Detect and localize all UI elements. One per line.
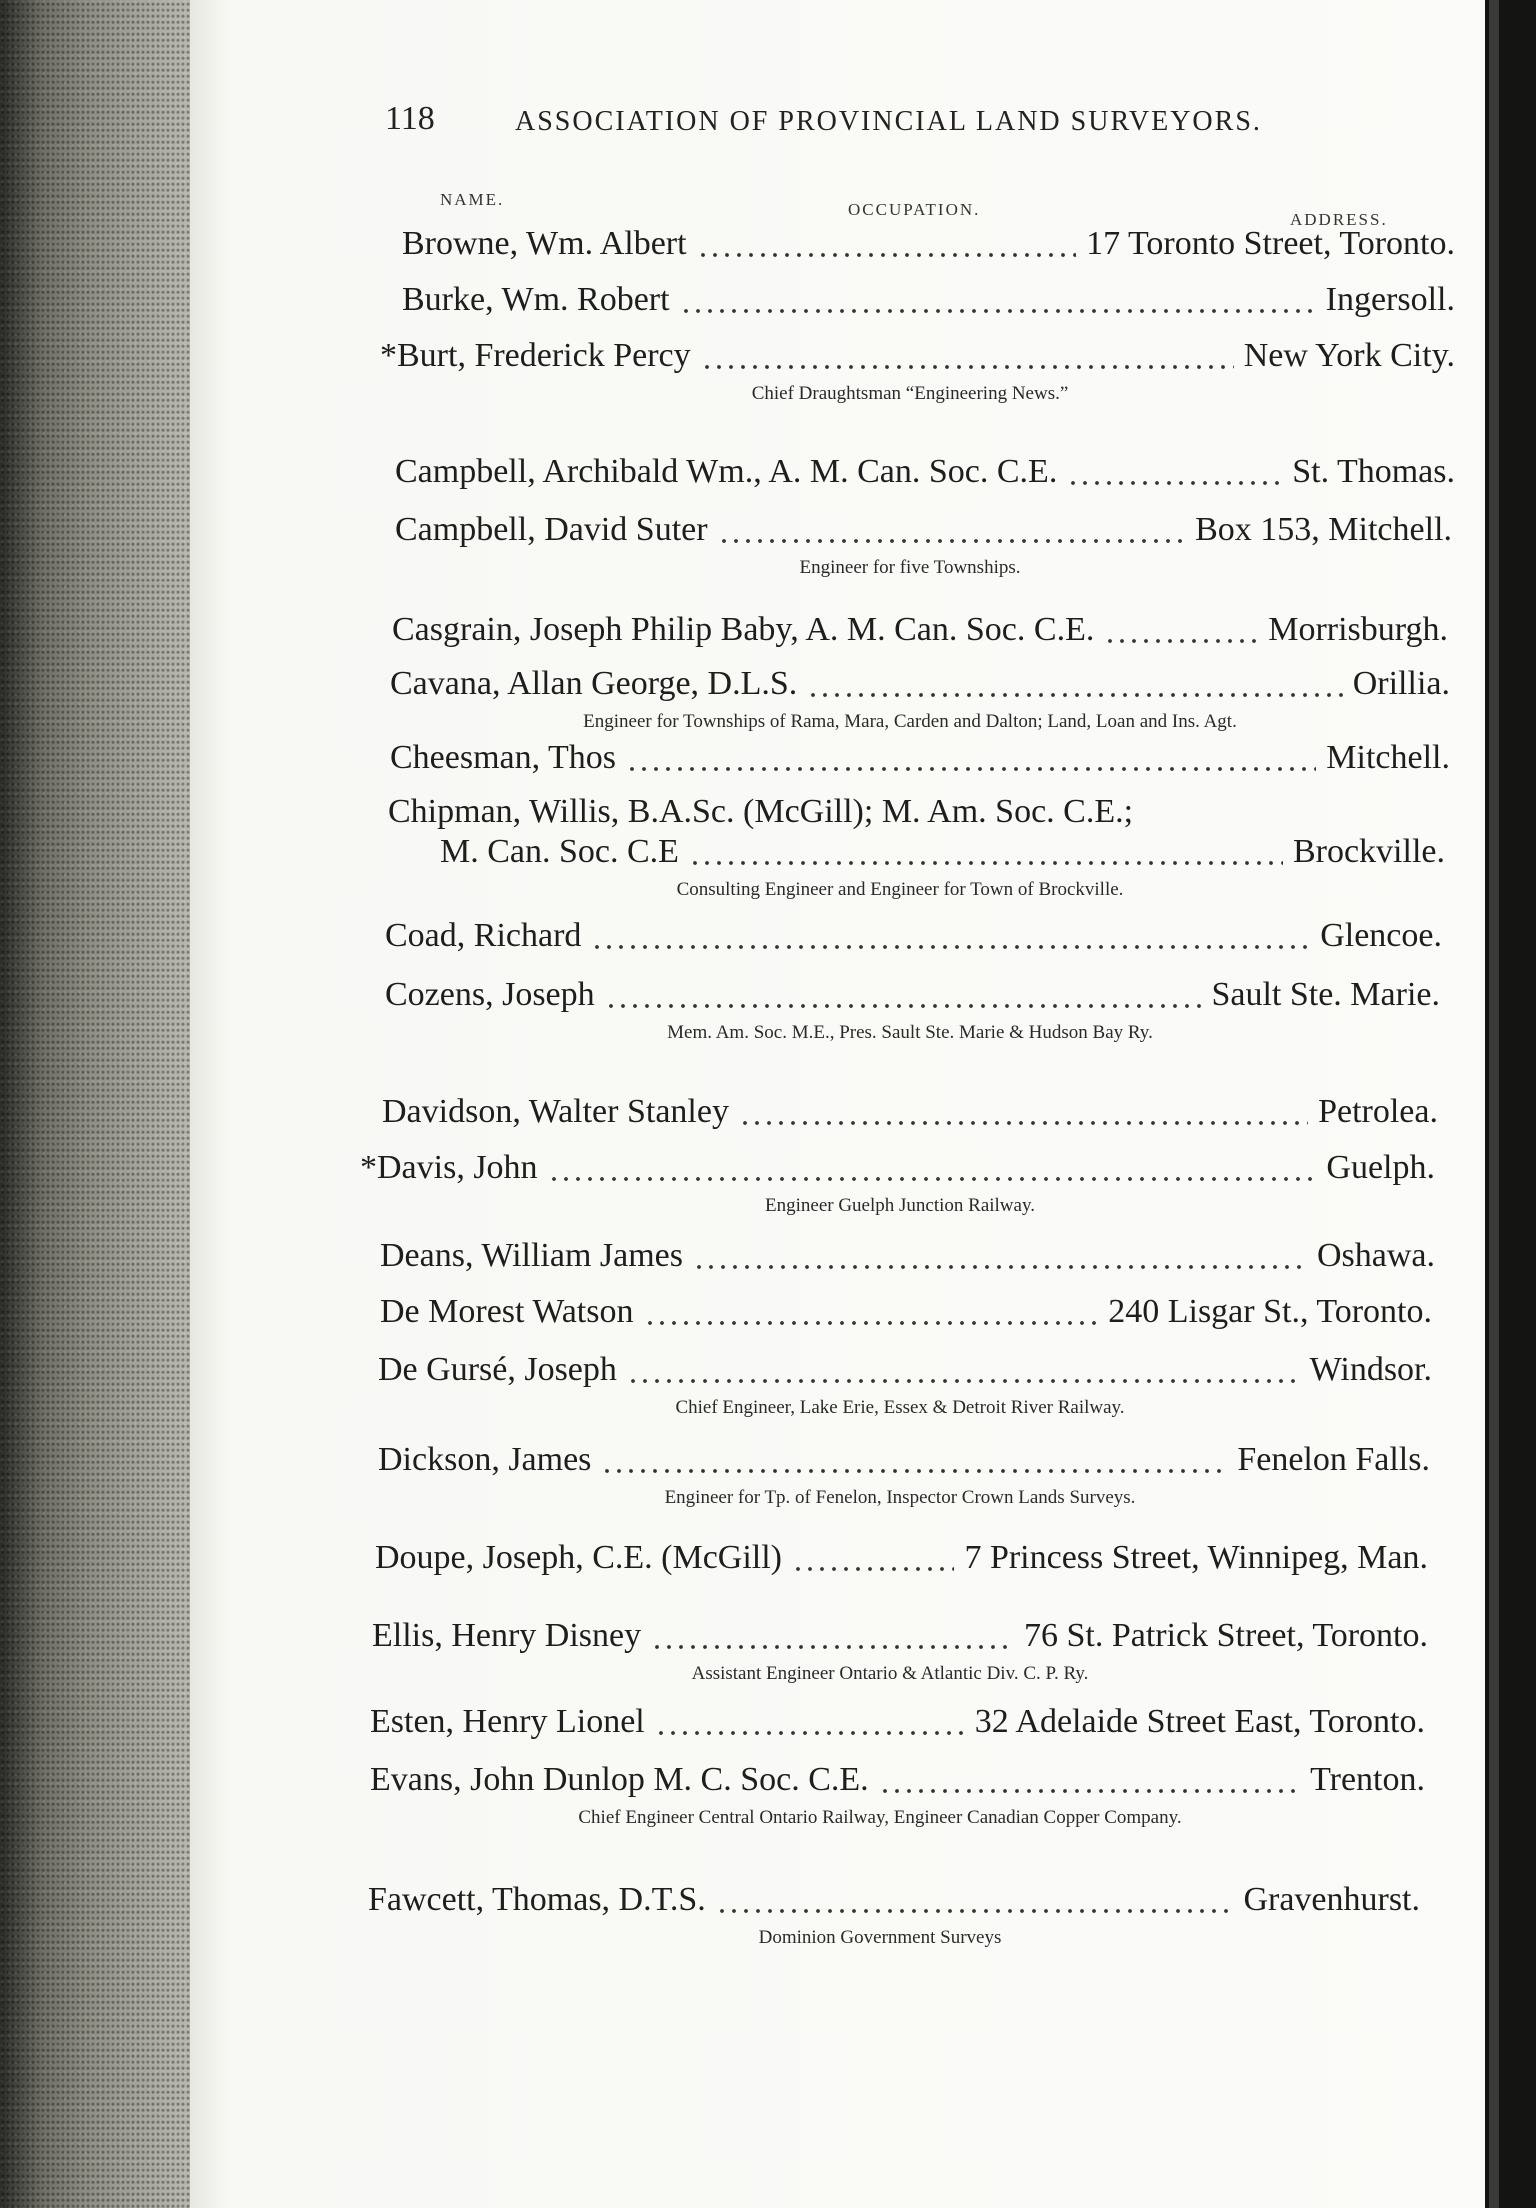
entry-name: Esten, Henry Lionel: [370, 1703, 645, 1740]
entry-name: Cheesman, Thos: [390, 739, 617, 776]
column-header-address: ADDRESS.: [1290, 210, 1388, 229]
dot-leader: [680, 308, 1316, 314]
dot-leader: [591, 944, 1310, 950]
dot-leader: [601, 1468, 1227, 1474]
entry-address: Morrisburgh.: [1268, 611, 1448, 648]
dot-leader: [548, 1176, 1317, 1182]
entry-occupation-note: Engineer Guelph Junction Railway.: [765, 1195, 1035, 1216]
entry-name: De Morest Watson: [380, 1293, 634, 1330]
entry-name: Dickson, James: [378, 1441, 592, 1478]
entry-name: De Gursé, Joseph: [378, 1351, 617, 1388]
entry-name: Doupe, Joseph, C.E. (McGill): [375, 1539, 783, 1576]
entry-address: Glencoe.: [1320, 917, 1442, 954]
entry-name: Burke, Wm. Robert: [402, 281, 670, 318]
directory-entry: [0, 510, 1536, 578]
entry-address: Fenelon Falls.: [1237, 1441, 1430, 1478]
entry-address: New York City.: [1243, 337, 1455, 374]
directory-entry: [0, 1880, 1536, 1948]
dot-leader: [605, 1003, 1202, 1009]
entry-name: Ellis, Henry Disney: [372, 1617, 642, 1654]
directory-entry: [0, 224, 1536, 272]
entry-address: 17 Toronto Street, Toronto.: [1086, 225, 1455, 262]
directory-entry: [0, 1236, 1536, 1284]
dot-leader: [697, 252, 1077, 258]
directory-entry: [0, 1092, 1536, 1140]
entry-name: *Davis, John: [360, 1149, 538, 1186]
directory-entry: [0, 792, 1536, 900]
directory-entry: [0, 610, 1536, 658]
dot-leader: [655, 1730, 965, 1736]
entry-address: Brockville.: [1292, 833, 1445, 870]
dot-leader: [879, 1788, 1300, 1794]
directory-entry: [0, 1292, 1536, 1340]
entry-occupation-note: Chief Engineer, Lake Erie, Essex & Detroit River Railway.: [675, 1397, 1125, 1418]
directory-entry: [0, 1760, 1536, 1828]
dot-leader: [626, 766, 1316, 772]
entry-address: Ingersoll.: [1325, 281, 1455, 318]
entry-name: Browne, Wm. Albert: [402, 225, 687, 262]
entry-occupation-note: Mem. Am. Soc. M.E., Pres. Sault Ste. Marie & Hudson Bay Ry.: [667, 1022, 1153, 1043]
dot-leader: [627, 1378, 1300, 1384]
entry-address: St. Thomas.: [1292, 453, 1455, 490]
dot-leader: [689, 860, 1283, 866]
entry-address: 240 Lisgar St., Toronto.: [1108, 1293, 1432, 1330]
entry-address: Sault Ste. Marie.: [1211, 976, 1440, 1013]
entry-address: 32 Adelaide Street East, Toronto.: [974, 1703, 1425, 1740]
entry-occupation-note: Chief Draughtsman “Engineering News.”: [751, 383, 1069, 404]
entry-occupation-note: Engineer for Tp. of Fenelon, Inspector Crown Lands Surveys.: [664, 1487, 1136, 1508]
entry-address: Orillia.: [1352, 665, 1450, 702]
dot-leader: [693, 1264, 1307, 1270]
dot-leader: [807, 692, 1342, 698]
directory-entry: [0, 1538, 1536, 1586]
entry-address: Windsor.: [1309, 1351, 1432, 1388]
directory-entry: [0, 1616, 1536, 1684]
column-header-occupation: OCCUPATION.: [848, 200, 981, 219]
entry-occupation-note: Engineer for five Townships.: [799, 557, 1021, 578]
dot-leader: [701, 364, 1234, 370]
entry-name: Deans, William James: [380, 1237, 683, 1274]
directory-entry: [0, 975, 1536, 1043]
entry-address: Oshawa.: [1316, 1237, 1435, 1274]
entry-name-continued: M. Can. Soc. C.E: [440, 833, 679, 870]
entry-address: Guelph.: [1326, 1149, 1435, 1186]
entry-address: Gravenhurst.: [1243, 1881, 1420, 1918]
dot-leader: [739, 1120, 1308, 1126]
entry-address: Petrolea.: [1318, 1093, 1438, 1130]
entry-occupation-note: Chief Engineer Central Ontario Railway, Engineer Canadian Copper Company.: [578, 1807, 1182, 1828]
entry-name: Davidson, Walter Stanley: [382, 1093, 729, 1130]
directory-entry: [0, 1350, 1536, 1418]
dot-leader: [1104, 638, 1258, 644]
entry-occupation-note: Assistant Engineer Ontario & Atlantic Div. C. P. Ry.: [691, 1663, 1089, 1684]
entry-address: Trenton.: [1310, 1761, 1425, 1798]
entry-occupation-note: Engineer for Townships of Rama, Mara, Carden and Dalton; Land, Loan and Ins. Agt.: [583, 711, 1237, 732]
directory-entry: [0, 452, 1536, 500]
entry-name: Coad, Richard: [385, 917, 582, 954]
page-number: 118: [385, 100, 435, 137]
entry-address: Mitchell.: [1326, 739, 1450, 776]
dot-leader: [718, 538, 1186, 544]
entry-name: Chipman, Willis, B.A.Sc. (McGill); M. Am. Soc. C.E.;: [388, 793, 1134, 830]
directory-entry: [0, 280, 1536, 328]
directory-entry: [0, 916, 1536, 964]
directory-entry: [0, 1702, 1536, 1750]
directory-entry: [0, 664, 1536, 732]
directory-entry: [0, 738, 1536, 786]
dot-leader: [716, 1908, 1234, 1914]
entry-address: Box 153, Mitchell.: [1195, 511, 1452, 548]
dot-leader: [651, 1644, 1014, 1650]
dot-leader: [644, 1320, 1099, 1326]
entry-name: Casgrain, Joseph Philip Baby, A. M. Can. Soc. C.E.: [392, 611, 1095, 648]
entry-name: Campbell, Archibald Wm., A. M. Can. Soc. C.E.: [395, 453, 1058, 490]
dot-leader: [1067, 480, 1282, 486]
entry-name: Fawcett, Thomas, D.T.S.: [368, 1881, 706, 1918]
directory-entry: [0, 1148, 1536, 1216]
directory-entry: [0, 1440, 1536, 1508]
entry-address: 7 Princess Street, Winnipeg, Man.: [964, 1539, 1428, 1576]
directory-entry: [0, 336, 1536, 404]
entry-name: Cavana, Allan George, D.L.S.: [390, 665, 798, 702]
entry-name: *Burt, Frederick Percy: [380, 337, 691, 374]
entry-name: Evans, John Dunlop M. C. Soc. C.E.: [370, 1761, 869, 1798]
entry-name: Campbell, David Suter: [395, 511, 708, 548]
entry-occupation-note: Consulting Engineer and Engineer for Town of Brockville.: [676, 879, 1124, 900]
entry-address: 76 St. Patrick Street, Toronto.: [1023, 1617, 1428, 1654]
column-header-name: NAME.: [440, 190, 505, 209]
dot-leader: [792, 1566, 954, 1572]
running-title: ASSOCIATION OF PROVINCIAL LAND SURVEYORS.: [515, 106, 1262, 137]
entry-occupation-note: Dominion Government Surveys: [758, 1927, 1002, 1948]
entry-name: Cozens, Joseph: [385, 976, 595, 1013]
